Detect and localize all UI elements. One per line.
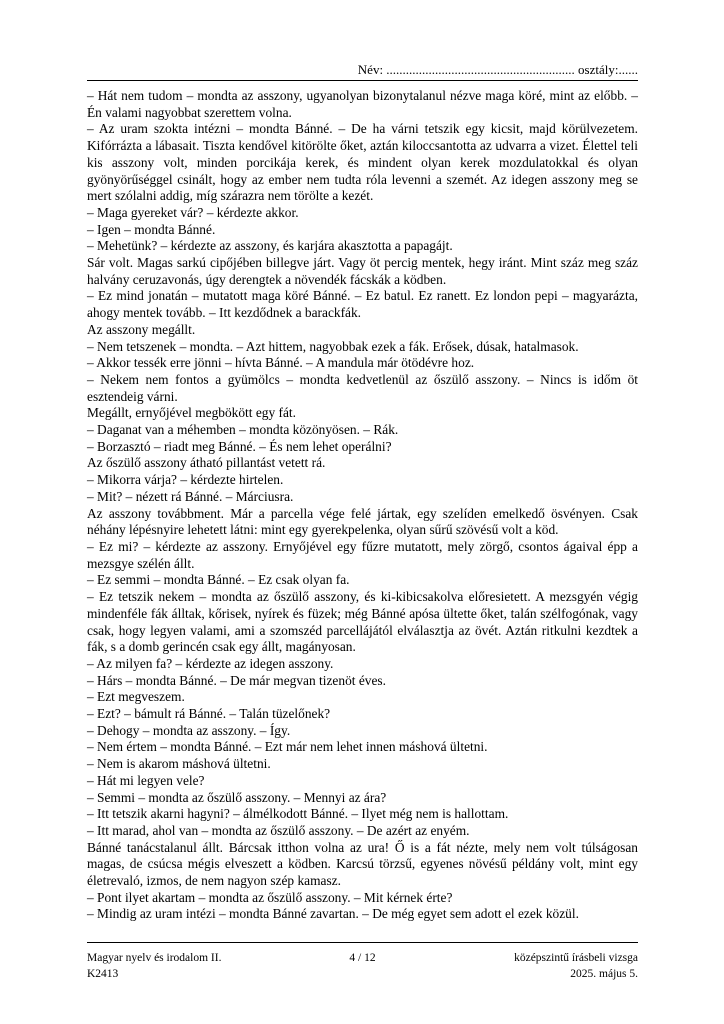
text-paragraph: – Az milyen fa? – kérdezte az idegen asszony. [87,655,334,671]
text-paragraph: – Hát mi legyen vele? [87,772,205,788]
text-paragraph: – Mit? – nézett rá Bánné. – Márciusra. [87,488,294,504]
text-paragraph: – Dehogy – mondta az asszony. – Így. [87,722,291,738]
footer-code: K2413 [87,968,119,980]
text-paragraph: – Semmi – mondta az őszülő asszony. – Mennyi az ára? [87,789,387,805]
text-paragraph: – Akkor tessék erre jönni – hívta Bánné. – A mandula már ötödévre hoz. [87,355,475,371]
text-paragraph: – Itt tetszik akarni hagyni? – álmélkodott Bánné. – Ilyet még nem is hallottam. [87,806,509,822]
text-paragraph: – Ez mind jonatán – mutatott maga köré Bánné. – Ez batul. Ez ranett. Ez london pepi – magyarázta, ahogy mentek tovább. – Itt kezdődnek a barackfák. [87,288,638,321]
text-paragraph: Megállt, ernyőjével megbökött egy fát. [87,405,296,421]
footer-subject: Magyar nyelv és irodalom II. [87,952,222,964]
text-paragraph: – Mindig az uram intézi – mondta Bánné zavartan. – De még egyet sem adott el ezek közül. [87,906,579,922]
text-paragraph: – Ez mi? – kérdezte az asszony. Ernyőjével egy fűzre mutatott, mely zörgő, csontos ágaival épp a mezsgye szélén állt. [87,538,638,571]
text-paragraph: – Mikorra várja? – kérdezte hirtelen. [87,472,284,488]
header-divider [87,80,638,81]
text-paragraph: Az őszülő asszony átható pillantást vetett rá. [87,455,326,471]
text-paragraph: – Nem értem – mondta Bánné. – Ezt már nem lehet innen máshová ültetni. [87,739,488,755]
text-paragraph: – Itt marad, ahol van – mondta az őszülő asszony. – De azért az enyém. [87,822,470,838]
text-paragraph: – Ezt megveszem. [87,689,185,705]
text-paragraph: – Az uram szokta intézni – mondta Bánné. – De ha várni tetszik egy kicsit, majd körülvezetem. Kifórrázta a lábasait. Tiszta kendővel kitörölte őket, aztán kiloccsantotta az udvarra a vizet. Élettel teli kis asszony volt, minden porcikája kerek, és mindent olyan kerek mozdulatokkal és olyan gyönyörűséggel csinált, hogy az ember nem tudta róla levenni a szemét. Az idegen asszony meg se mert szólalni addig, míg szárazra nem törölte a kezét. [87,121,638,204]
text-paragraph: Sár volt. Magas sarkú cipőjében billegve járt. Vagy öt percig mentek, hegy iránt. Mint száz meg száz halvány ceruzavonás, úgy derengtek a növendék fácskák a ködben. [87,255,638,287]
story-text [87,88,638,923]
text-paragraph: – Pont ilyet akartam – mondta az őszülő asszony. – Mit kérnek érte? [87,889,453,905]
text-paragraph: – Hát nem tudom – mondta az asszony, ugyanolyan bizonytalanul nézve maga köré, mint az előbb. – Én valami nagyobbat szerettem volna. [87,88,638,120]
text-paragraph: – Maga gyereket vár? – kérdezte akkor. [87,204,299,220]
text-paragraph: Az asszony megállt. [87,321,196,337]
text-paragraph: – Nekem nem fontos a gyümölcs – mondta kedvetlenül az őszülő asszony. – Nincs is időm öt esztendeig várni. [87,371,638,404]
text-paragraph: – Borzasztó – riadt meg Bánné. – És nem lehet operálni? [87,438,392,454]
footer-exam-type: középszintű írásbeli vizsga [514,952,638,964]
page-footer [87,950,638,984]
text-paragraph: Bánné tanácstalanul állt. Bárcsak itthon volna az ura! Ő is a fát nézte, mely nem volt túlságosan magas, de csúcsa mégis elveszett a ködben. Karcsú törzsű, egyenes növésű példány volt, mint egy életrevaló, izmos, de nem nagyon szép kamasz. [87,839,638,889]
footer-date: 2025. május 5. [570,968,638,980]
text-paragraph: – Ez tetszik nekem – mondta az őszülő asszony, és ki-kibicsakolva előresietett. A mezsgyén végig mindenféle fák álltak, kőrisek, nyírek és füzek; még Bánné apósa ültette őket, talán szélfogónak, vagy csak, hogy legyen valami, ami a szomszéd parcellájától elválasztja az övét. Aztán ritkulni kezdtek a fák, s a domb gerincén csak egy állt, magányosan. [87,589,638,655]
text-paragraph: – Nem tetszenek – mondta. – Azt hittem, nagyobbak ezek a fák. Erősek, dúsak, hatalmasok. [87,338,579,354]
footer-divider [87,942,638,943]
text-paragraph: Az asszony továbbment. Már a parcella vége felé jártak, egy szelíden emelkedő ösvényen. Csak néhány lépésnyire lehetett látni: mint egy gyerekpelenka, olyan sűrű szövésű volt a köd. [87,505,638,538]
name-class-field: Név: .......................................................... osztály:...... [357,62,638,77]
text-paragraph: – Ezt? – bámult rá Bánné. – Talán tüzelőnek? [87,706,331,722]
text-paragraph: – Nem is akarom máshová ültetni. [87,756,271,772]
text-paragraph: – Hárs – mondta Bánné. – De már megvan tizenöt éves. [87,672,386,688]
page-number: 4 / 12 [349,952,376,964]
text-paragraph: – Igen – mondta Bánné. [87,221,216,237]
text-paragraph: – Daganat van a méhemben – mondta közönyösen. – Rák. [87,422,399,438]
text-paragraph: – Mehetünk? – kérdezte az asszony, és karjára akasztotta a papagájt. [87,238,453,254]
text-paragraph: – Ez semmi – mondta Bánné. – Ez csak olyan fa. [87,572,350,588]
